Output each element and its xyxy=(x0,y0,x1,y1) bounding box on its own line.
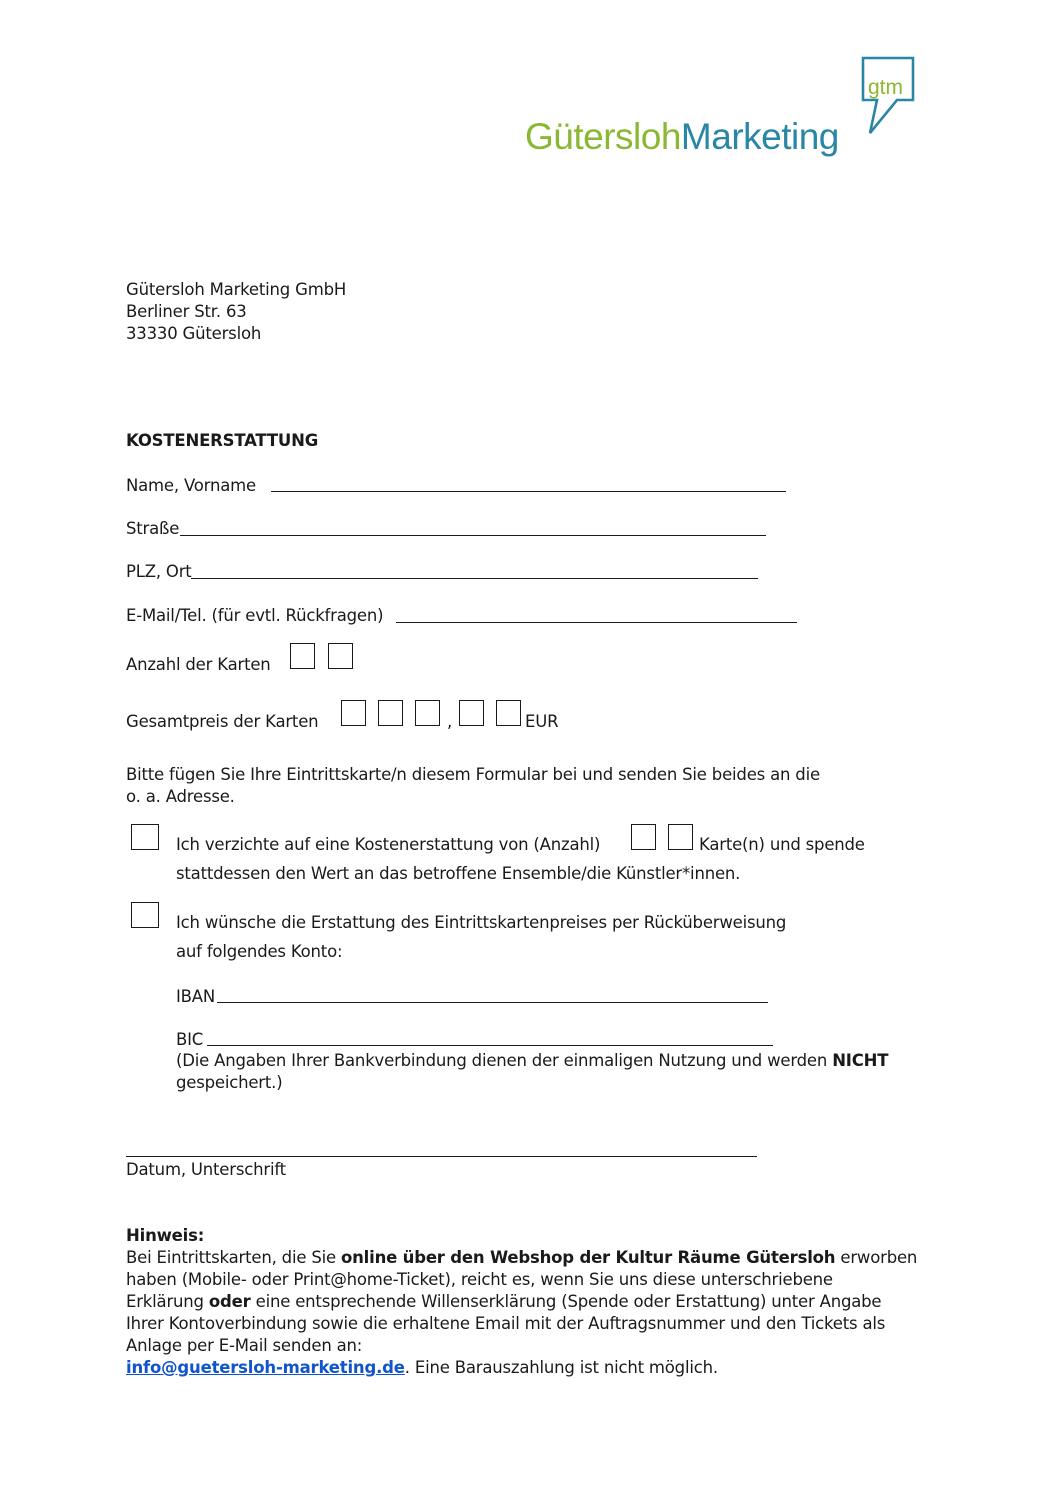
logo-part-guetersloh: Gütersloh xyxy=(525,116,681,157)
bank-note-line2: gespeichert.) xyxy=(176,1073,283,1092)
plz-ort-label: PLZ, Ort xyxy=(126,562,192,581)
hinweis-line: Anlage per E-Mail senden an: xyxy=(126,1336,363,1355)
iban-field[interactable] xyxy=(217,1002,768,1003)
preis-digit-box[interactable] xyxy=(341,700,366,726)
signature-field[interactable] xyxy=(126,1156,757,1157)
hinweis-text: erworben xyxy=(835,1248,918,1267)
logo-part-marketing: Marketing xyxy=(680,116,839,157)
option-refund-line2: auf folgendes Konto: xyxy=(176,942,343,961)
name-label: Name, Vorname xyxy=(126,476,256,495)
iban-label: IBAN xyxy=(176,987,216,1006)
plz-ort-field[interactable] xyxy=(191,578,758,579)
preis-cent-box[interactable] xyxy=(459,700,484,726)
anzahl-digit-box[interactable] xyxy=(328,643,353,669)
option-donate-line2: stattdessen den Wert an das betroffene Ensemble/die Künstler*innen. xyxy=(176,864,741,883)
hinweis-bold: oder xyxy=(208,1292,251,1311)
hinweis-text: . Eine Barauszahlung ist nicht möglich. xyxy=(404,1358,718,1377)
address-line-street: Berliner Str. 63 xyxy=(126,302,247,321)
gesamtpreis-label: Gesamtpreis der Karten xyxy=(126,712,319,731)
street-field[interactable] xyxy=(180,535,766,536)
preis-digit-box[interactable] xyxy=(378,700,403,726)
hinweis-line xyxy=(126,1357,718,1379)
anzahl-digit-box[interactable] xyxy=(290,643,315,669)
bic-label: BIC xyxy=(176,1030,204,1049)
hinweis-line: haben (Mobile- oder Print@home-Ticket), reicht es, wenn Sie uns diese unterschriebene xyxy=(126,1270,833,1289)
hinweis-text: Bei Eintrittskarten, die Sie xyxy=(126,1248,341,1267)
hinweis-line: Ihrer Kontoverbindung sowie die erhaltene Email mit der Auftragsnummer und den Tickets als xyxy=(126,1314,886,1333)
option-donate-checkbox[interactable] xyxy=(131,824,159,850)
email-tel-field[interactable] xyxy=(396,622,797,623)
donate-count-box[interactable] xyxy=(668,824,693,850)
instruction-line: o. a. Adresse. xyxy=(126,787,235,806)
signature-label: Datum, Unterschrift xyxy=(126,1160,286,1179)
option-donate-text: Ich verzichte auf eine Kostenerstattung von (Anzahl) xyxy=(176,835,601,854)
form-title: KOSTENERSTATTUNG xyxy=(126,431,319,450)
anzahl-label: Anzahl der Karten xyxy=(126,655,271,674)
bic-field[interactable] xyxy=(207,1045,773,1046)
address-line-company: Gütersloh Marketing GmbH xyxy=(126,280,347,299)
hinweis-line xyxy=(126,1291,881,1313)
bank-note-text: (Die Angaben Ihrer Bankverbindung dienen der einmaligen Nutzung und werden xyxy=(176,1051,833,1070)
option-refund-checkbox[interactable] xyxy=(131,902,159,928)
preis-cent-box[interactable] xyxy=(496,700,521,726)
bank-note xyxy=(176,1050,888,1072)
preis-comma: , xyxy=(447,712,453,731)
donate-count-box[interactable] xyxy=(631,824,656,850)
logo-badge-text: gtm xyxy=(868,76,904,99)
street-label: Straße xyxy=(126,519,180,538)
company-logo xyxy=(525,55,925,165)
email-tel-label: E-Mail/Tel. (für evtl. Rückfragen) xyxy=(126,606,384,625)
instruction-line: Bitte fügen Sie Ihre Eintrittskarte/n diesem Formular bei und senden Sie beides an die xyxy=(126,765,820,784)
hinweis-heading: Hinweis: xyxy=(126,1226,205,1245)
name-field[interactable] xyxy=(271,491,786,492)
email-link[interactable]: info@guetersloh-marketing.de xyxy=(126,1358,405,1377)
hinweis-text: Erklärung xyxy=(126,1292,209,1311)
currency-label: EUR xyxy=(525,712,559,731)
hinweis-bold: online über den Webshop der Kultur Räume Gütersloh xyxy=(340,1248,836,1267)
logo-wordmark xyxy=(525,117,839,157)
hinweis-line xyxy=(126,1247,917,1269)
hinweis-text: eine entsprechende Willenserklärung (Spende oder Erstattung) unter Angabe xyxy=(250,1292,882,1311)
preis-digit-box[interactable] xyxy=(415,700,440,726)
bank-note-bold: NICHT xyxy=(832,1051,889,1070)
option-donate-text-end: Karte(n) und spende xyxy=(699,835,865,854)
option-refund-text: Ich wünsche die Erstattung des Eintrittskartenpreises per Rücküberweisung xyxy=(176,913,787,932)
address-line-city: 33330 Gütersloh xyxy=(126,324,262,343)
